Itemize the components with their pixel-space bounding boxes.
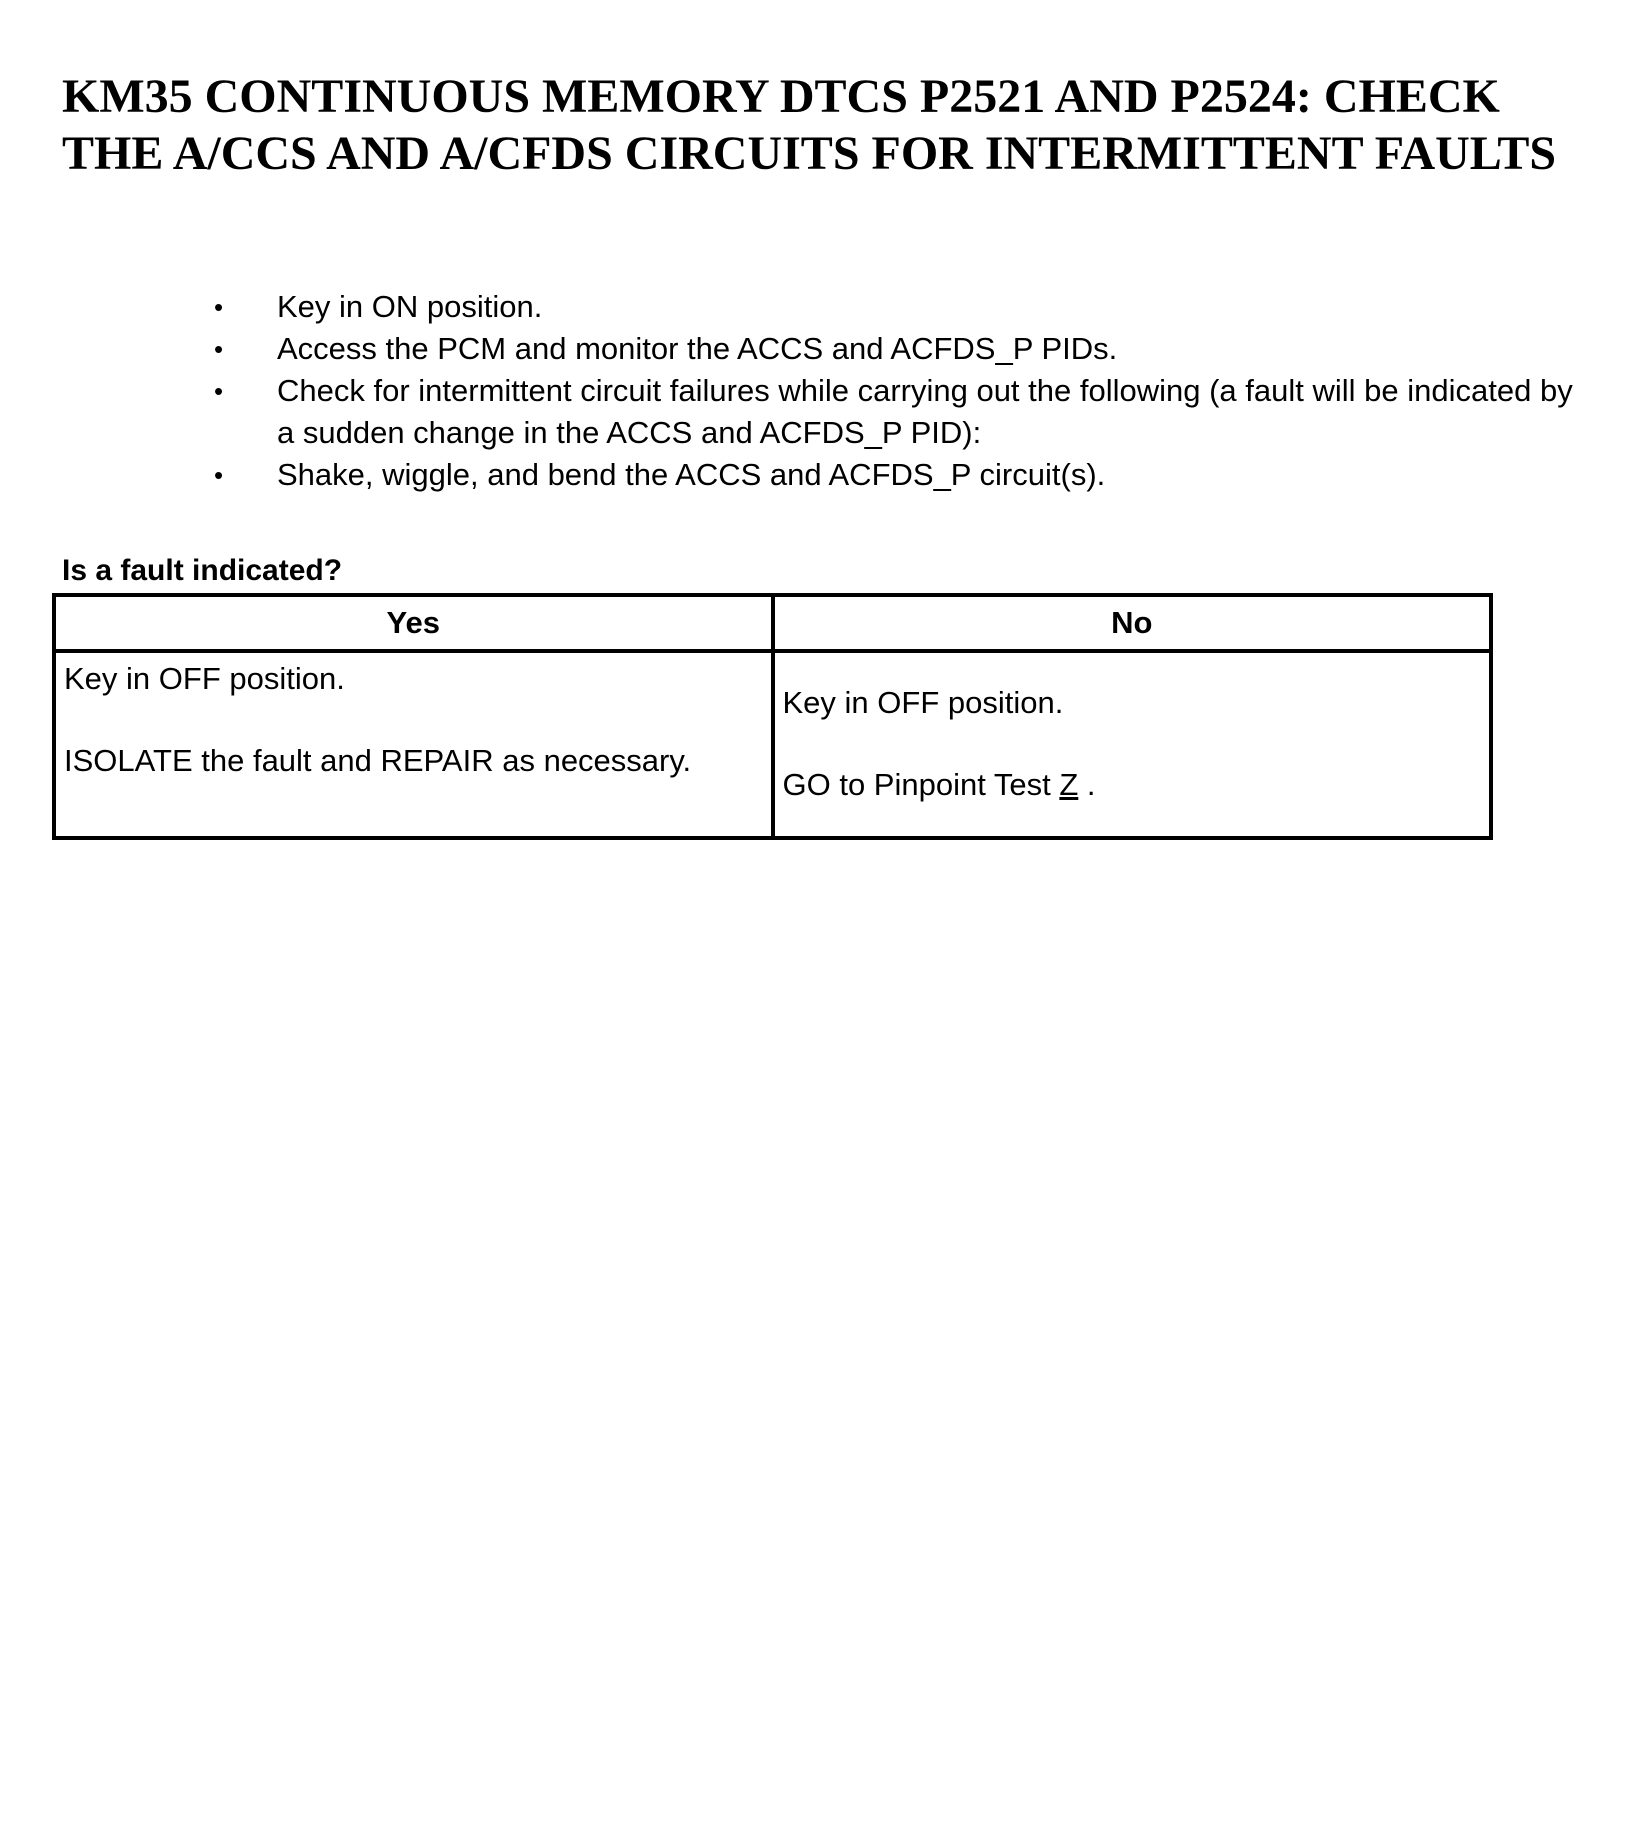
table-header-row bbox=[54, 595, 1491, 651]
no-action-line: Key in OFF position. bbox=[782, 684, 1064, 720]
step-text: Access the PCM and monitor the ACCS and ACFDS_P PIDs. bbox=[277, 331, 1118, 366]
bullet-icon: • bbox=[214, 334, 224, 364]
step-list bbox=[210, 286, 1590, 496]
answer-table bbox=[52, 593, 1493, 840]
list-item bbox=[210, 328, 1590, 370]
yes-action-cell bbox=[54, 651, 773, 838]
yes-action-line: ISOLATE the fault and REPAIR as necessary. bbox=[64, 743, 692, 778]
step-text: Shake, wiggle, and bend the ACCS and ACFDS_P circuit(s). bbox=[277, 457, 1106, 492]
pinpoint-test-link[interactable]: Z bbox=[1059, 766, 1079, 802]
no-action-cell bbox=[773, 651, 1492, 838]
step-text: Key in ON position. bbox=[277, 289, 543, 324]
step-text: Check for intermittent circuit failures while carrying out the following (a fault will be indicated by a sudden change in the ACCS and ACFDS_P PID): bbox=[277, 373, 1573, 450]
bullet-icon: • bbox=[214, 460, 224, 490]
page-title: KM35 CONTINUOUS MEMORY DTCS P2521 AND P2524: CHECK THE A/CCS AND A/CFDS CIRCUITS FOR INTERMITTENT FAULTS bbox=[62, 70, 1557, 180]
bullet-icon: • bbox=[214, 376, 224, 406]
yes-column-header: Yes bbox=[54, 595, 773, 651]
no-column-header: No bbox=[773, 595, 1492, 651]
table-row bbox=[54, 651, 1491, 838]
no-action-line bbox=[783, 765, 1482, 805]
goto-text: GO to Pinpoint Test bbox=[782, 766, 1060, 802]
question-heading: Is a fault indicated? bbox=[62, 554, 343, 587]
goto-suffix: . bbox=[1078, 766, 1096, 802]
list-item bbox=[210, 454, 1590, 496]
list-item bbox=[210, 370, 1590, 454]
bullet-icon: • bbox=[214, 292, 224, 322]
yes-action-line: Key in OFF position. bbox=[64, 661, 345, 696]
list-item bbox=[210, 286, 1590, 328]
